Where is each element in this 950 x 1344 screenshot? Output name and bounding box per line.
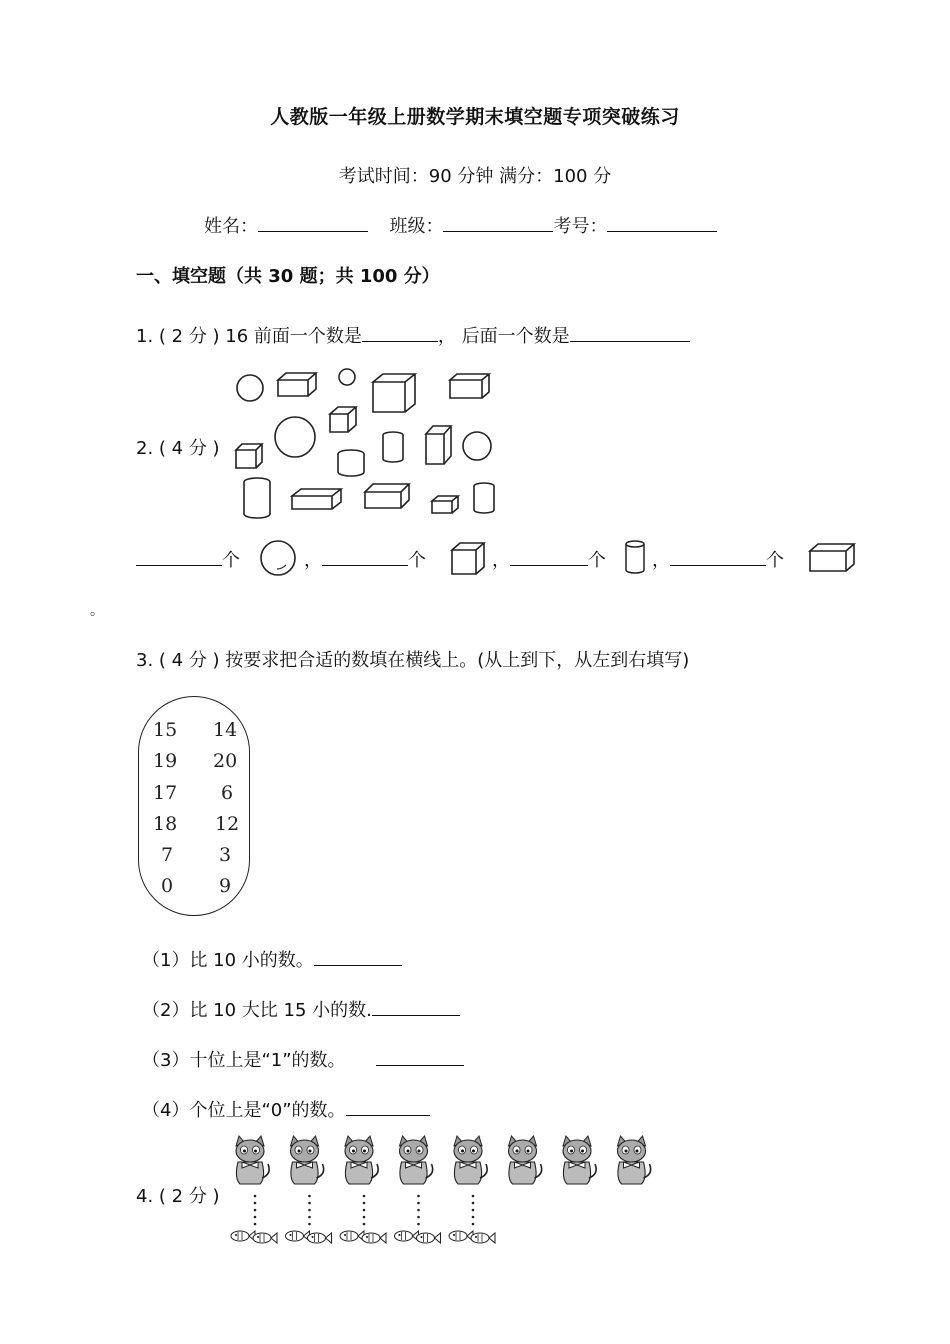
q3-sub-4-blank[interactable] bbox=[346, 1097, 430, 1116]
cuboid-icon bbox=[450, 374, 489, 398]
cube-icon bbox=[373, 374, 415, 412]
name-label: 姓名： bbox=[204, 216, 258, 237]
q1-blank-after[interactable] bbox=[570, 323, 690, 342]
cube-icon bbox=[330, 407, 356, 432]
oval-number: 17 bbox=[153, 782, 178, 804]
q2-comma: ， bbox=[304, 550, 322, 571]
oval-number: 3 bbox=[219, 844, 232, 866]
oval-number: 18 bbox=[153, 813, 178, 835]
fish-icon bbox=[340, 1231, 386, 1243]
sphere-icon bbox=[463, 432, 491, 460]
oval-number: 20 bbox=[213, 750, 238, 772]
solid-shapes-figure bbox=[230, 364, 510, 524]
number-oval bbox=[138, 696, 250, 916]
q2-answer-row bbox=[136, 546, 240, 572]
oval-number: 0 bbox=[161, 875, 174, 897]
dotted-connector bbox=[363, 1195, 366, 1226]
q3-sub-4 bbox=[142, 1096, 430, 1122]
cat-icon bbox=[509, 1136, 542, 1184]
cuboid-icon bbox=[806, 540, 856, 576]
cuboid-icon bbox=[278, 373, 316, 396]
name-blank[interactable] bbox=[258, 213, 368, 232]
dotted-connector bbox=[254, 1195, 257, 1226]
q2-answer-cube bbox=[304, 546, 426, 572]
q2-unit: 个 bbox=[766, 550, 784, 571]
cylinder-icon bbox=[244, 478, 270, 518]
q2-blank-cylinder[interactable] bbox=[510, 547, 588, 566]
dotted-connector bbox=[417, 1195, 420, 1226]
sphere-icon bbox=[339, 369, 355, 385]
q2-answer-cuboid bbox=[652, 546, 784, 572]
class-label: 班级： bbox=[389, 216, 444, 237]
cube-icon bbox=[448, 538, 488, 578]
dotted-connector bbox=[472, 1195, 475, 1226]
fish-icon bbox=[449, 1231, 495, 1243]
oval-number: 15 bbox=[153, 719, 178, 741]
cat-icon bbox=[345, 1136, 378, 1184]
sphere-icon bbox=[275, 417, 315, 457]
sphere-icon bbox=[258, 538, 298, 578]
dotted-connector bbox=[308, 1195, 311, 1226]
q2-blank-sphere[interactable] bbox=[136, 547, 222, 566]
sphere-icon bbox=[237, 375, 263, 401]
q3-sub-1-blank[interactable] bbox=[314, 947, 402, 966]
q3-sub-3-text: （3）十位上是“1”的数。 bbox=[142, 1050, 346, 1071]
oval-number: 12 bbox=[215, 813, 240, 835]
id-label: 考号： bbox=[553, 216, 608, 237]
q3-sub-1 bbox=[142, 946, 402, 972]
q2-label: 2. ( 4 分 ) bbox=[136, 438, 220, 459]
section-heading: 一、填空题（共 30 题；共 100 分） bbox=[136, 266, 440, 287]
cat-icon bbox=[618, 1136, 651, 1184]
q2-blank-cuboid[interactable] bbox=[670, 547, 766, 566]
page-title: 人教版一年级上册数学期末填空题专项突破练习 bbox=[270, 106, 680, 128]
fish-icon bbox=[395, 1231, 441, 1243]
oval-number: 6 bbox=[221, 782, 234, 804]
question-1 bbox=[136, 322, 690, 348]
q3-sub-1-text: （1）比 10 小的数。 bbox=[142, 950, 314, 971]
cat-icon bbox=[454, 1136, 487, 1184]
cube-icon bbox=[432, 496, 458, 513]
cuboid-icon bbox=[292, 489, 341, 509]
q2-end-mark: 。 bbox=[90, 603, 104, 619]
q3-sub-2 bbox=[142, 996, 460, 1022]
cylinder-icon bbox=[474, 483, 494, 513]
q1-blank-before[interactable] bbox=[362, 323, 438, 342]
q1-middle-text: ， 后面一个数是 bbox=[437, 326, 570, 347]
cat-icon bbox=[400, 1136, 433, 1184]
q3-text: 3. ( 4 分 ) 按要求把合适的数填在横线上。(从上到下，从左到右填写) bbox=[136, 650, 690, 671]
cylinder-icon bbox=[622, 538, 648, 578]
id-blank[interactable] bbox=[607, 213, 717, 232]
q2-comma: ， bbox=[652, 550, 670, 571]
q2-answer-cylinder bbox=[492, 546, 606, 572]
fish-icon bbox=[231, 1231, 277, 1243]
q2-comma: ， bbox=[492, 550, 510, 571]
q3-sub-4-text: （4）个位上是“0”的数。 bbox=[142, 1100, 346, 1121]
q3-sub-3-blank[interactable] bbox=[376, 1047, 464, 1066]
q2-unit: 个 bbox=[222, 550, 240, 571]
cube-icon bbox=[426, 426, 451, 464]
oval-number: 7 bbox=[161, 844, 174, 866]
q2-unit: 个 bbox=[408, 550, 426, 571]
q2-unit: 个 bbox=[588, 550, 606, 571]
fish-icon bbox=[286, 1231, 332, 1243]
cylinder-icon bbox=[338, 450, 364, 476]
q4-label: 4. ( 2 分 ) bbox=[136, 1186, 220, 1207]
cat-icon bbox=[563, 1136, 596, 1184]
student-info-row bbox=[204, 212, 717, 238]
q1-text: 1. ( 2 分 ) 16 前面一个数是 bbox=[136, 326, 362, 347]
oval-number: 9 bbox=[219, 875, 232, 897]
cuboid-icon bbox=[365, 484, 409, 508]
class-blank[interactable] bbox=[443, 213, 553, 232]
q3-sub-2-text: （2）比 10 大比 15 小的数. bbox=[142, 1000, 372, 1021]
q2-blank-cube[interactable] bbox=[322, 547, 408, 566]
cube-icon bbox=[236, 444, 262, 468]
cylinder-icon bbox=[383, 432, 403, 462]
q3-sub-2-blank[interactable] bbox=[372, 997, 460, 1016]
exam-info: 考试时间：90 分钟 满分：100 分 bbox=[338, 166, 612, 187]
cat-icon bbox=[236, 1136, 269, 1184]
oval-number: 19 bbox=[153, 750, 178, 772]
oval-number: 14 bbox=[213, 719, 238, 741]
cat-icon bbox=[291, 1136, 324, 1184]
q3-sub-3 bbox=[142, 1046, 464, 1072]
cats-and-fish-figure bbox=[228, 1134, 668, 1254]
